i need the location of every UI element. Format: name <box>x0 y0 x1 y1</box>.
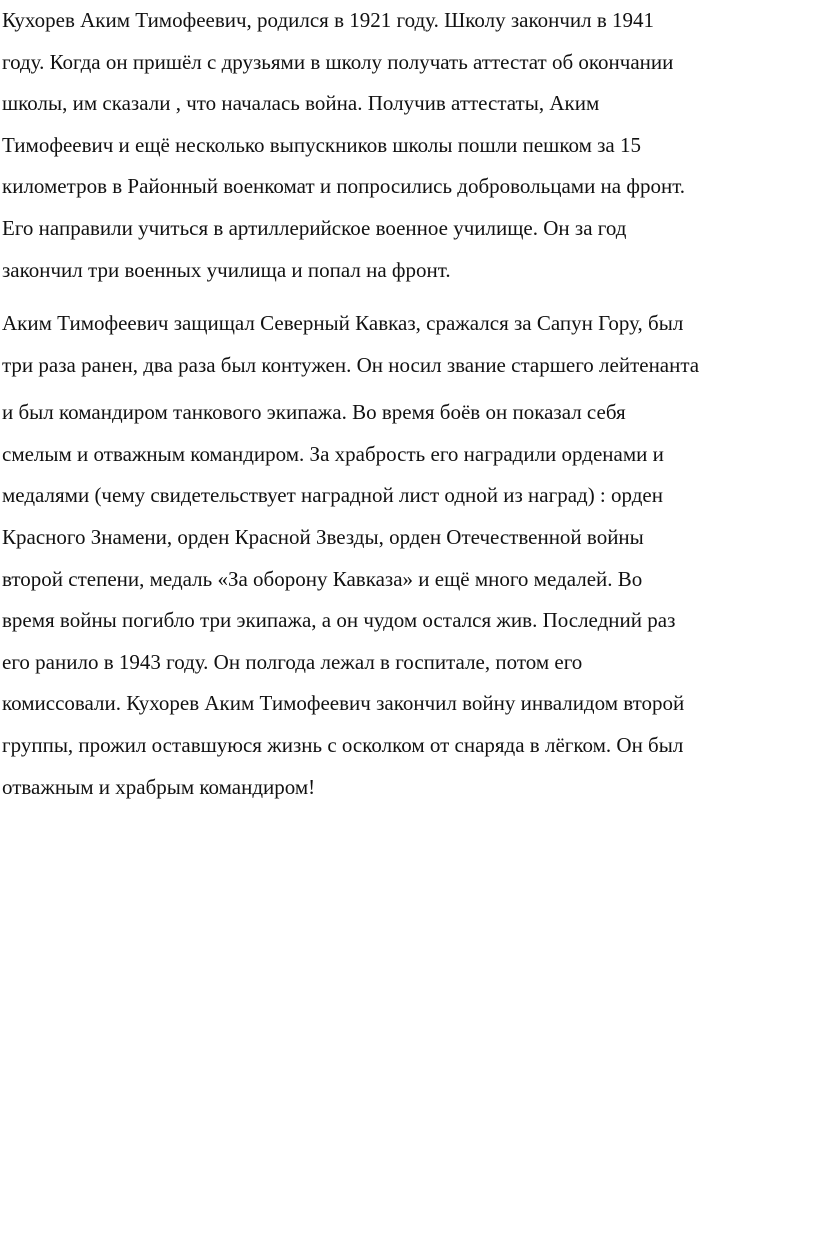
text-line: группы, прожил оставшуюся жизнь с осколком от снаряда в лёгком. Он был <box>2 732 684 757</box>
paragraph-biography-early-life <box>2 0 814 291</box>
text-line: Кухорев Аким Тимофеевич, родился в 1921 году. Школу закончил в 1941 <box>2 8 655 32</box>
text-line: километров в Районный военкомат и попросились добровольцами на фронт. <box>2 174 686 199</box>
text-line: время войны погибло три экипажа, а он чудом остался жив. Последний раз <box>2 608 676 633</box>
text-line: второй степени, медаль «За оборону Кавказа» и ещё много медалей. Во <box>2 566 643 591</box>
text-line: Тимофеевич и ещё несколько выпускников школы пошли пешком за 15 <box>2 132 641 157</box>
text-line: Аким Тимофеевич защищал Северный Кавказ, сражался за Сапун Гору, был <box>2 311 684 335</box>
text-line: году. Когда он пришёл с друзьями в школу получать аттестат об окончании <box>2 49 674 74</box>
text-line: и был командиром танкового экипажа. Во время боёв он показал себя <box>2 400 626 425</box>
text-line: комиссовали. Кухорев Аким Тимофеевич закончил войну инвалидом второй <box>2 691 685 716</box>
text-line: его ранило в 1943 году. Он полгода лежал в госпитале, потом его <box>2 649 583 674</box>
text-line: медалями (чему свидетельствует наградной лист одной из наград) : орден <box>2 483 663 508</box>
text-line: смелым и отважным командиром. За храбрость его наградили орденами и <box>2 441 664 466</box>
text-line: три раза ранен, два раза был контужен. Он носил звание старшего лейтенанта <box>2 352 700 377</box>
paragraph-biography-war-service <box>2 303 814 808</box>
text-line: закончил три военных училища и попал на фронт. <box>2 257 451 282</box>
text-line: Красного Знамени, орден Красной Звезды, орден Отечественной войны <box>2 524 644 549</box>
text-line: отважным и храбрым командиром! <box>2 774 316 799</box>
text-line: школы, им сказали , что началась война. Получив аттестаты, Аким <box>2 91 600 116</box>
text-line: Его направили учиться в артиллерийское военное училище. Он за год <box>2 215 627 240</box>
